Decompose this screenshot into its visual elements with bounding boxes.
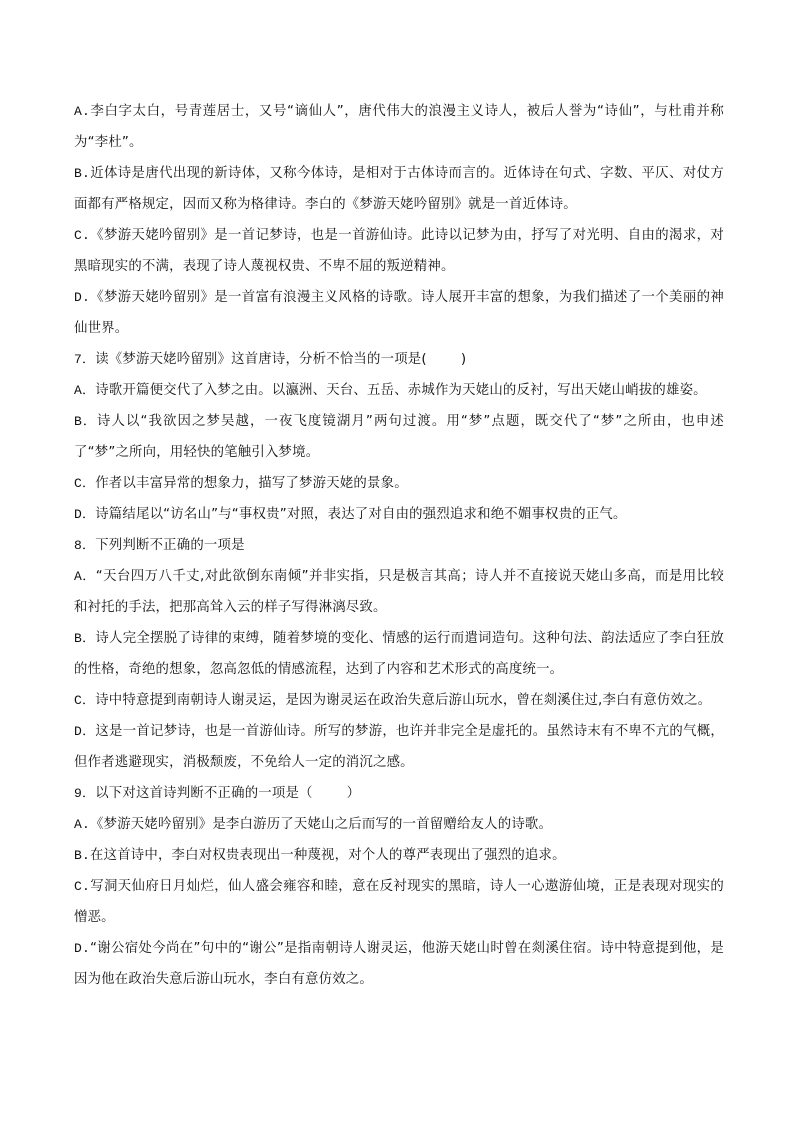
line-3: C.《梦游天姥吟留别》是一首记梦诗，也是一首游仙诗。此诗以记梦为由，抒写了对光明、自由的渴求，对黑暗现实的不满，表现了诗人蔑视权贵、不卑不屈的叛逆精神。: [74, 228, 724, 274]
line-2: B.近体诗是唐代出现的新诗体，又称今体诗，是相对于古体诗而言的。近体诗在句式、字数、平仄、对仗方面都有严格规定，因而又称为格律诗。李白的《梦游天姥吟留别》就是一首近体诗。: [74, 166, 724, 212]
q9-option-d: D.“谢公宿处今尚在”句中的“谢公”是指南朝诗人谢灵运，他游天姥山时曾在剡溪住宿。诗中特意提到他，是因为他在政治失意后游山玩水，李白有意仿效之。: [74, 941, 724, 987]
q9-option-a: A.《梦游天姥吟留别》是李白游历了天姥山之后而写的一首留赠给友人的诗歌。: [74, 817, 553, 832]
q7-option-d: D．诗篇结尾以“访名山”与“事权贵”对照，表达了对自由的强烈追求和绝不媚事权贵的正气。: [74, 507, 627, 522]
line-4: D.《梦游天姥吟留别》是一首富有浪漫主义风格的诗歌。诗人展开丰富的想象，为我们描述了一个美丽的神仙世界。: [74, 290, 724, 336]
line-1: A.李白字太白，号青莲居士，又号“谪仙人”，唐代伟大的浪漫主义诗人，被后人誉为“诗仙”，与杜甫并称为“李杜”。: [74, 104, 724, 150]
q8-option-a: A．“天台四万八千丈,对此欲倒东南倾”并非实指，只是极言其高；诗人并不直接说天姥山多高，而是用比较和衬托的手法，把那高耸入云的样子写得淋漓尽致。: [74, 569, 725, 615]
q7-option-b: B．诗人以“我欲因之梦吴越，一夜飞度镜湖月”两句过渡。用“梦”点题，既交代了“梦”之所由，也申述了“梦”之所向，用轻快的笔触引入梦境。: [74, 414, 725, 460]
question-7: 7．读《梦游天姥吟留别》这首唐诗，分析不恰当的一项是( ): [74, 352, 467, 367]
question-9: 9．以下对这首诗判断不正确的一项是（ ）: [74, 786, 361, 801]
q9-option-b: B.在这首诗中，李白对权贵表现出一种蔑视，对个人的尊严表现出了强烈的追求。: [74, 848, 566, 863]
q8-option-c: C．诗中特意提到南朝诗人谢灵运，是因为谢灵运在政治失意后游山玩水，曾在剡溪住过,李白有意仿效之。: [74, 693, 712, 708]
question-8: 8．下列判断不正确的一项是: [74, 538, 245, 553]
document-page: [74, 96, 724, 995]
q8-option-d: D．这是一首记梦诗，也是一首游仙诗。所写的梦游，也许并非完全是虚托的。虽然诗末有不卑不亢的气概，但作者逃避现实，消极颓废，不免给人一定的消沉之感。: [74, 724, 724, 770]
q7-option-c: C．作者以丰富异常的想象力，描写了梦游天姥的景象。: [74, 476, 408, 491]
q7-option-a: A．诗歌开篇便交代了入梦之由。以瀛洲、天台、五岳、赤城作为天姥山的反衬，写出天姥山峭拔的雄姿。: [74, 383, 707, 398]
q9-option-c: C.写洞天仙府日月灿烂，仙人盛会雍容和睦，意在反衬现实的黑暗，诗人一心遨游仙境，正是表现对现实的憎恶。: [74, 879, 724, 925]
q8-option-b: B．诗人完全摆脱了诗律的束缚，随着梦境的变化、情感的运行而遣词造句。这种句法、韵法适应了李白狂放的性格，奇绝的想象，忽高忽低的情感流程，达到了内容和艺术形式的高度统一。: [74, 631, 724, 677]
